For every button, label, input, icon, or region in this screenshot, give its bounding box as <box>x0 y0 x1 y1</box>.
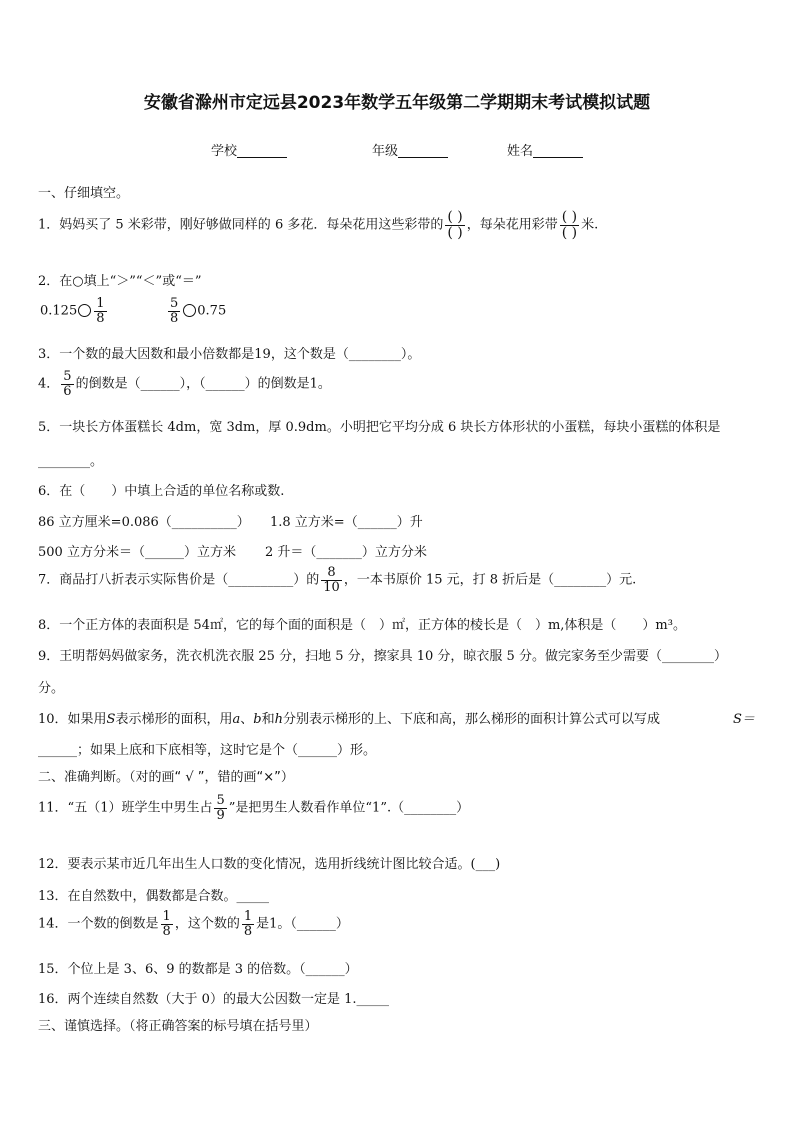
question-15: 15．个位上是 3、6、9 的数都是 3 的倍数。（______） <box>38 962 358 977</box>
section-3-heading: 三、谨慎选择。（将正确答案的标号填在括号里） <box>38 1019 318 1034</box>
question-5-blank: ________。 <box>38 454 104 469</box>
section-1-heading: 一、仔细填空。 <box>38 186 130 201</box>
question-7: 7．商品打八折表示实际售价是（__________）的 $\frac{8}{10}$ ，一本书原价 15 元，打 8 折后是（________）元. <box>38 565 637 595</box>
question-16: 16．两个连续自然数（大于 0）的最大公因数一定是 1._____ <box>38 992 389 1007</box>
compare-2: $\frac{5}{8}$ 0.75 <box>170 296 227 326</box>
blank-fraction[interactable]: $\frac{( )}{( )}$ <box>447 209 463 241</box>
question-10: 10．如果用S表示梯形的面积，用a、b和h分别表示梯形的上、下底和高，那么梯形的面积计算公式可以写成 <box>38 712 660 727</box>
question-4: 4． $\frac{5}{6}$ 的倒数是（______），（______）的倒数是1。 <box>38 369 331 399</box>
question-1: 1．妈妈买了 5 米彩带，刚好够做同样的 6 多花．每朵花用这些彩带的 $\frac{( )}{( )}$ ，每朵花用彩带 $\frac{( )}{( )}$ 米. <box>38 209 599 241</box>
name-field[interactable]: 姓名 <box>507 140 583 159</box>
question-3: 3．一个数的最大因数和最小倍数都是19，这个数是（________）。 <box>38 347 421 362</box>
blank-fraction[interactable]: $\frac{( )}{( )}$ <box>561 209 578 241</box>
question-9: 9．王明帮妈妈做家务，洗衣机洗衣服 25 分，扫地 5 分，擦家具 10 分，晾衣服 5 分。做完家务至少需要（________） <box>38 649 727 664</box>
grade-field[interactable]: 年级 <box>372 140 448 159</box>
compare-circle[interactable] <box>78 304 91 317</box>
question-14: 14．一个数的倒数是 $\frac{1}{8}$ ，这个数的 $\frac{1}{8}$ 是1。（______） <box>38 909 349 939</box>
section-2-heading: 二、准确判断。（对的画“ √ ”，错的画“×”） <box>38 770 294 785</box>
page-title: 安徽省滁州市定远县2023年数学五年级第二学期期末考试模拟试题 <box>143 93 651 113</box>
question-13: 13．在自然数中，偶数都是合数。_____ <box>38 889 270 904</box>
compare-1: 0.125 $\frac{1}{8}$ <box>40 296 105 326</box>
question-6-a: 86 立方厘米=0.086（__________） <box>38 515 250 530</box>
question-12: 12．要表示某市近几年出生人口数的变化情况，选用折线统计图比较合适。(___) <box>38 857 501 872</box>
compare-circle[interactable] <box>183 304 196 317</box>
school-field[interactable]: 学校 <box>211 140 287 159</box>
formula-start: S＝ <box>733 712 755 727</box>
question-6-b: 1.8 立方米=（______）升 <box>270 515 423 530</box>
question-8: 8．一个正方体的表面积是 54㎡，它的每个面的面积是（ ）㎡，正方体的棱长是（ ）m,体积是（ ）m³。 <box>38 618 686 633</box>
question-11: 11．“五（1）班学生中男生占 $\frac{5}{9}$ ”是把男生人数看作单位“1”.（________） <box>38 793 470 823</box>
question-2: 2．在○填上“＞”“＜”或“＝” <box>38 274 202 289</box>
question-9-cont: 分。 <box>38 681 65 696</box>
question-6-c: 500 立方分米＝（______）立方米 <box>38 545 236 560</box>
question-6-d: 2 升＝（_______）立方分米 <box>265 545 427 560</box>
question-5: 5．一块长方体蛋糕长 4dm，宽 3dm，厚 0.9dm。小明把它平均分成 6 块长方体形状的小蛋糕，每块小蛋糕的体积是 <box>38 420 721 435</box>
question-6: 6．在（ ）中填上合适的单位名称或数. <box>38 484 285 499</box>
question-10-cont: ______；如果上底和下底相等，这时它是个（______）形。 <box>38 743 377 758</box>
